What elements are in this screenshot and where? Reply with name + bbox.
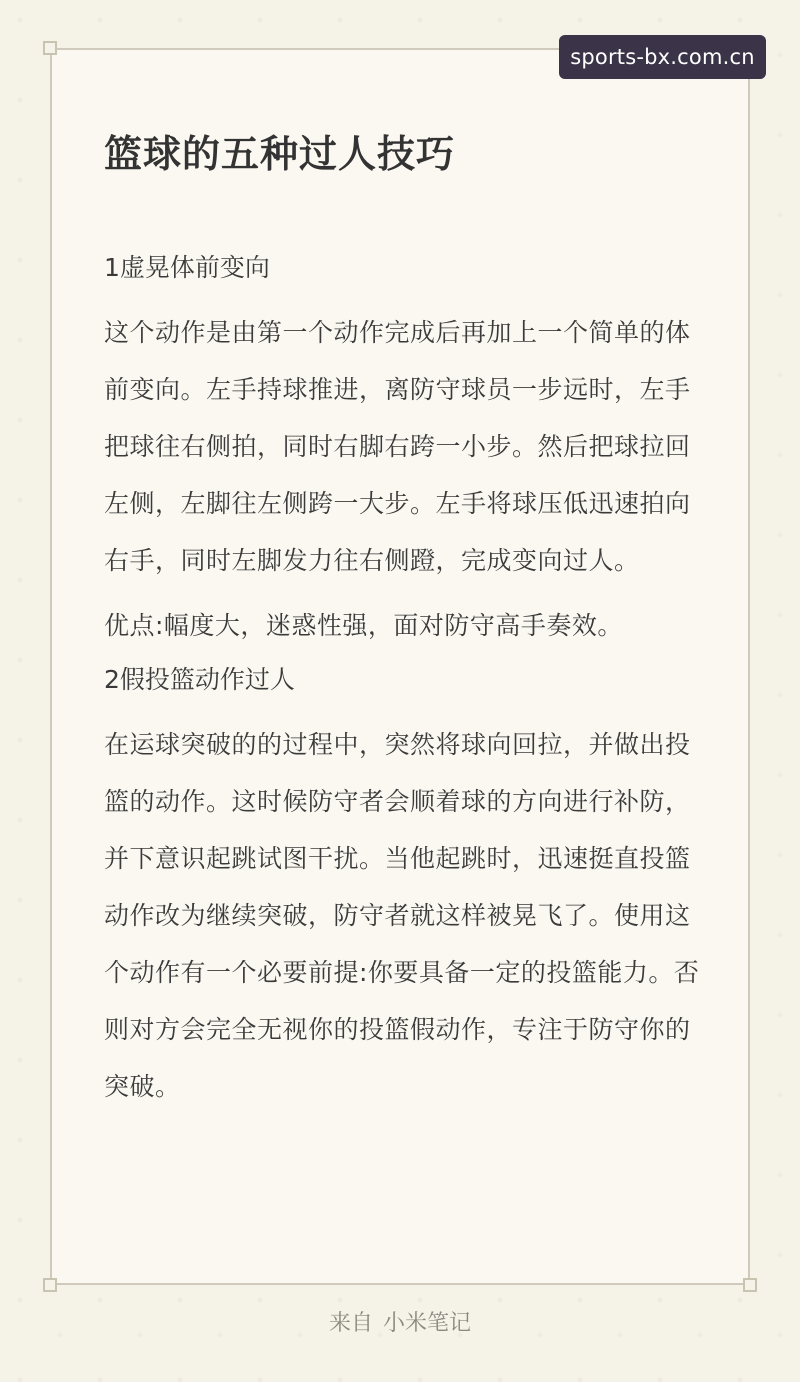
frame-corner-ornament [43, 1278, 57, 1292]
frame-corner-ornament [43, 41, 57, 55]
source-footer [0, 1306, 800, 1342]
note-title: 篮球的五种过人技巧 [104, 132, 456, 176]
section-heading: 2假投篮动作过人 [104, 665, 295, 694]
section-body: 这个动作是由第一个动作完成后再加上一个简单的体前变向。左手持球推进，离防守球员一步远时，左手把球往右侧拍，同时右脚右跨一小步。然后把球拉回左侧，左脚往左侧跨一大步。左手将球压低迅速拍向右手，同时左脚发力往右侧蹬，完成变向过人。 [104, 318, 691, 575]
section-heading: 1虚晃体前变向 [104, 253, 270, 282]
section-note: 优点:幅度大，迷惑性强，面对防守高手奏效。 [104, 611, 623, 640]
footer-prefix: 来自 [328, 1311, 373, 1336]
section-body: 在运球突破的的过程中，突然将球向回拉，并做出投篮的动作。这时候防守者会顺着球的方向进行补防，并下意识起跳试图干扰。当他起跳时，迅速挺直投篮动作改为继续突破，防守者就这样被晃飞了。使用这个动作有一个必要前提:你要具备一定的投篮能力。否则对方会完全无视你的投篮假动作，专注于防守你的突破。 [104, 730, 700, 1101]
frame-corner-ornament [743, 1278, 757, 1292]
watermark-badge: sports-bx.com.cn [559, 35, 766, 79]
footer-app-name: 小米笔记 [383, 1311, 472, 1336]
note-content [104, 128, 704, 1115]
